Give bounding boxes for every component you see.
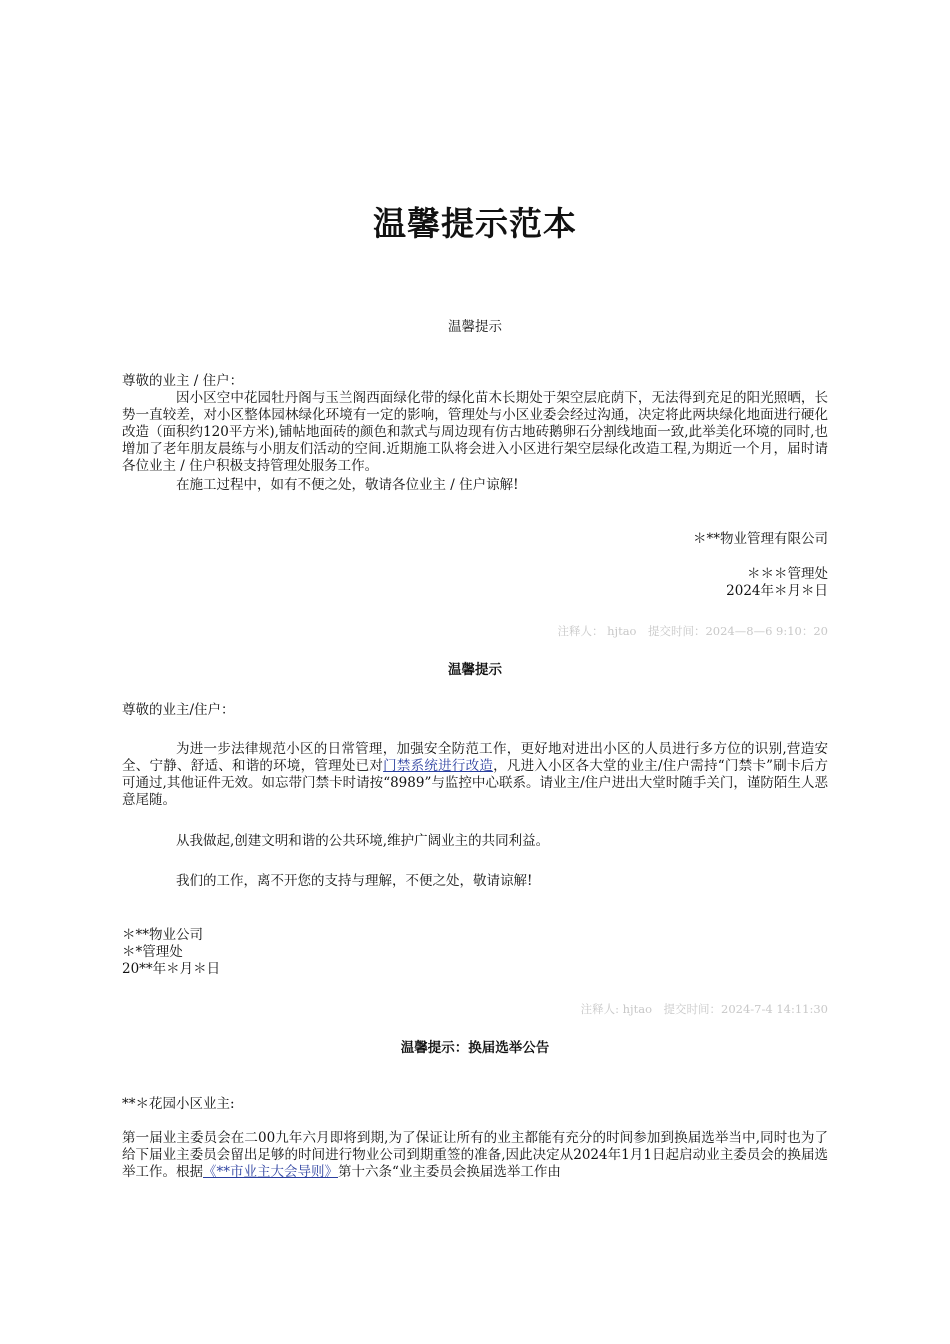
notice2-meta: 注释人: hjtao 提交时间：2024-7-4 14:11:30 xyxy=(580,1002,828,1016)
notice3-heading: 温馨提示：换届选举公告 xyxy=(400,1040,550,1056)
notice2-company: ＊**物业公司 xyxy=(122,927,203,943)
notice1-meta: 注释人： hjtao 提交时间：2024—8—6 9:10：20 xyxy=(557,624,828,638)
notice1-greeting: 尊敬的业主 / 住户： xyxy=(122,373,244,389)
notice1-apology: 在施工过程中，如有不便之处，敬请各位业主 / 住户谅解! xyxy=(176,477,519,493)
notice2-para2: 从我做起,创建文明和谐的公共环境,维护广阔业主的共同利益。 xyxy=(176,833,550,849)
notice2-office: ＊*管理处 xyxy=(122,944,183,960)
notice1-body: 因小区空中花园牡丹阁与玉兰阁西面绿化带的绿化苗木长期处于架空层庇荫下，无法得到充足的阳光照晒，长势一直较差，对小区整体园林绿化环境有一定的影响，管理处与小区业委会经过沟通，决定将此两块绿化地面进行硬化改造（面积约120平方米),铺帖地面砖的颜色和款式与周边现有仿古地砖鹅卵石分割线地面一致,此举美化环境的同时,也增加了老年朋友晨练与小朋友们活动的空间.近期施工队将会进入小区进行架空层绿化改造工程,为期近一个月，届时请各位业主 / 住户积极支持管理处服务工作。 xyxy=(122,390,828,474)
access-control-link[interactable]: 门禁系统进行改造 xyxy=(383,758,494,774)
notice1-date: 2024年＊月＊日 xyxy=(726,583,828,599)
notice3-body xyxy=(122,1130,828,1181)
notice2-body xyxy=(122,741,828,809)
notice1-heading: 温馨提示 xyxy=(448,319,502,335)
notice3-body-text-1: 第一届业主委员会在二00九年六月即将到期,为了保证让所有的业主都能有充分的时间参加到换届选举当中,同时也为了给下届业主委员会留出足够的时间进行物业公司到期重签的准备,因此决定从2024年1月1日起启动业主委员会的换届选举工作。根据 xyxy=(122,1130,828,1180)
notice1-office: ＊＊＊管理处 xyxy=(747,566,828,582)
notice3-body-text-2: 第十六条“业主委员会换届选举工作由 xyxy=(338,1164,561,1180)
notice2-greeting: 尊敬的业主/住户： xyxy=(122,702,235,718)
notice3-greeting: **＊花园小区业主: xyxy=(122,1096,235,1112)
notice2-body-text-1: 为进一步法律规范小区的日常管理，加强安全防范工作，更好地对进出小区的人员进行多方位的识别,营造安全、宁静、舒适、和谐的环境，管理处已对 xyxy=(122,741,828,774)
notice2-heading: 温馨提示 xyxy=(448,662,502,678)
notice2-date: 20**年＊月＊日 xyxy=(122,961,221,977)
notice2-body-text-2: ，凡进入小区各大堂的业主/住户需持“门禁卡”刷卡后方可通过,其他证件无效。如忘带门禁卡时请按“8989”与监控中心联系。请业主/住户进出大堂时随手关门，谨防陌生人恶意尾随。 xyxy=(122,758,829,808)
document-title: 温馨提示范本 xyxy=(373,204,577,243)
guideline-link[interactable]: 《**市业主大会导则》 xyxy=(203,1164,338,1180)
notice2-para3: 我们的工作，离不开您的支持与理解，不便之处，敬请谅解! xyxy=(176,873,533,889)
notice1-company: ＊**物业管理有限公司 xyxy=(693,531,828,547)
